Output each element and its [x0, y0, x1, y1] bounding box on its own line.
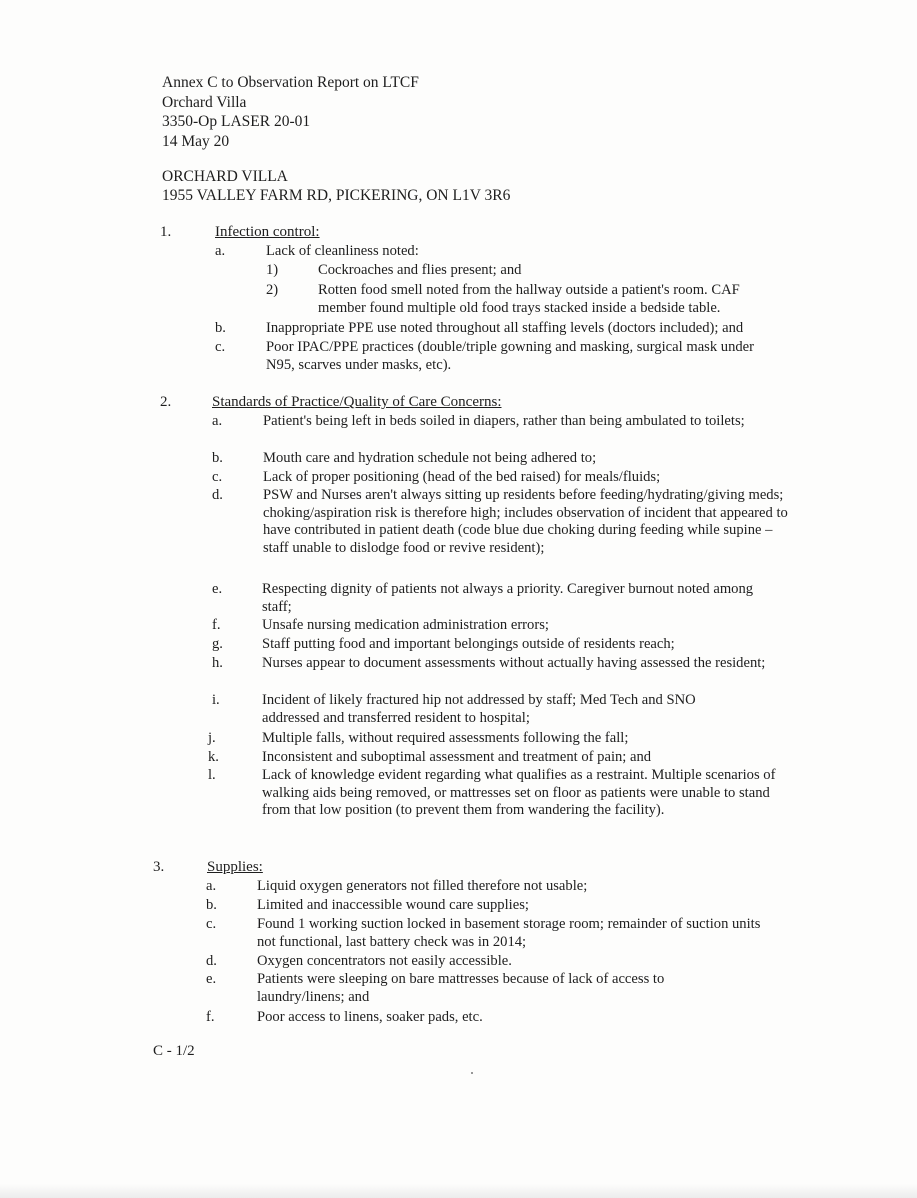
scan-speck [471, 1072, 473, 1074]
item-label: c. [212, 469, 223, 485]
item-label: f. [212, 617, 221, 633]
annex-header [162, 73, 419, 151]
item-label: i. [212, 692, 220, 708]
item-text: Found 1 working suction locked in basement storage room; remainder of suction units not functional, last battery check was in 2014; [257, 916, 761, 950]
item-text: Limited and inaccessible wound care supplies; [257, 897, 529, 913]
item-text: Cockroaches and flies present; and [318, 262, 522, 278]
item-text: Respecting dignity of patients not always a priority. Caregiver burnout noted among staff; [262, 581, 754, 615]
facility-name: ORCHARD VILLA [162, 168, 288, 185]
header-line-reference: 3350-Op LASER 20-01 [162, 113, 311, 130]
facility-address: 1955 VALLEY FARM RD, PICKERING, ON L1V 3R6 [162, 187, 511, 204]
section-number: 1. [160, 224, 172, 240]
scan-edge-shadow [0, 1184, 917, 1198]
item-text: Lack of knowledge evident regarding what qualifies as a restraint. Multiple scenarios of walking aids being removed, or mattresses set on floor as patients were unable to stand from that low position (to prevent them from wandering the facility). [262, 767, 776, 819]
section-title: Standards of Practice/Quality of Care Concerns: [212, 394, 502, 410]
item-text: Oxygen concentrators not easily accessible. [257, 953, 512, 969]
item-text: Mouth care and hydration schedule not being adhered to; [263, 450, 597, 466]
item-label: 1) [266, 262, 279, 278]
item-text: Nurses appear to document assessments without actually having assessed the resident; [262, 655, 766, 671]
section-number: 2. [160, 394, 172, 410]
item-text: Incident of likely fractured hip not addressed by staff; Med Tech and SNO addressed and transferred resident to hospital; [262, 692, 696, 726]
item-text: Unsafe nursing medication administration errors; [262, 617, 549, 633]
header-line-date: 14 May 20 [162, 132, 230, 150]
header-line-facility: Orchard Villa [162, 93, 247, 111]
item-text: Inappropriate PPE use noted throughout all staffing levels (doctors included); and [266, 320, 744, 336]
item-label: a. [215, 243, 226, 259]
item-text: PSW and Nurses aren't always sitting up residents before feeding/hydrating/giving meds; choking/aspiration risk is therefore high; includes observation of incident that appeared to have contributed in patient death (code blue due choking during feeding while supine – staff unable to dislodge food or revive resident); [263, 487, 788, 556]
item-label: b. [212, 450, 223, 466]
item-label: a. [206, 878, 217, 894]
item-label: d. [212, 487, 223, 503]
item-label: e. [206, 971, 217, 987]
item-text: Multiple falls, without required assessments following the fall; [262, 730, 629, 746]
item-label: f. [206, 1009, 215, 1025]
item-label: h. [212, 655, 223, 671]
item-text: Patient's being left in beds soiled in diapers, rather than being ambulated to toilets; [263, 413, 745, 429]
item-text: Inconsistent and suboptimal assessment and treatment of pain; and [262, 749, 652, 765]
item-label: a. [212, 413, 223, 429]
item-label: e. [212, 581, 223, 597]
section-title: Supplies: [207, 859, 263, 875]
item-label: c. [215, 339, 226, 355]
item-text: Staff putting food and important belongings outside of residents reach; [262, 636, 675, 652]
item-text: Lack of proper positioning (head of the bed raised) for meals/fluids; [263, 469, 661, 485]
item-label: l. [208, 767, 216, 783]
item-text: Liquid oxygen generators not filled therefore not usable; [257, 878, 588, 894]
section-number: 3. [153, 859, 165, 875]
item-text: Poor access to linens, soaker pads, etc. [257, 1009, 483, 1025]
item-label: c. [206, 916, 217, 932]
item-label: j. [208, 730, 216, 746]
item-text: Lack of cleanliness noted: [266, 243, 419, 259]
item-label: d. [206, 953, 217, 969]
section-title: Infection control: [215, 224, 320, 240]
header-line-annex: Annex C to Observation Report on LTCF [162, 74, 419, 91]
item-label: 2) [266, 282, 279, 298]
item-label: g. [212, 636, 223, 652]
item-label: b. [215, 320, 226, 336]
item-text: Patients were sleeping on bare mattresses because of lack of access to laundry/linens; and [257, 971, 665, 1005]
facility-block [162, 167, 510, 205]
page-number: C - 1/2 [153, 1043, 195, 1059]
item-label: b. [206, 897, 217, 913]
item-text: Poor IPAC/PPE practices (double/triple gowning and masking, surgical mask under N95, scarves under masks, etc). [266, 339, 755, 373]
item-label: k. [208, 749, 219, 765]
item-text: Rotten food smell noted from the hallway outside a patient's room. CAF member found multiple old food trays stacked inside a bedside table. [318, 282, 740, 316]
